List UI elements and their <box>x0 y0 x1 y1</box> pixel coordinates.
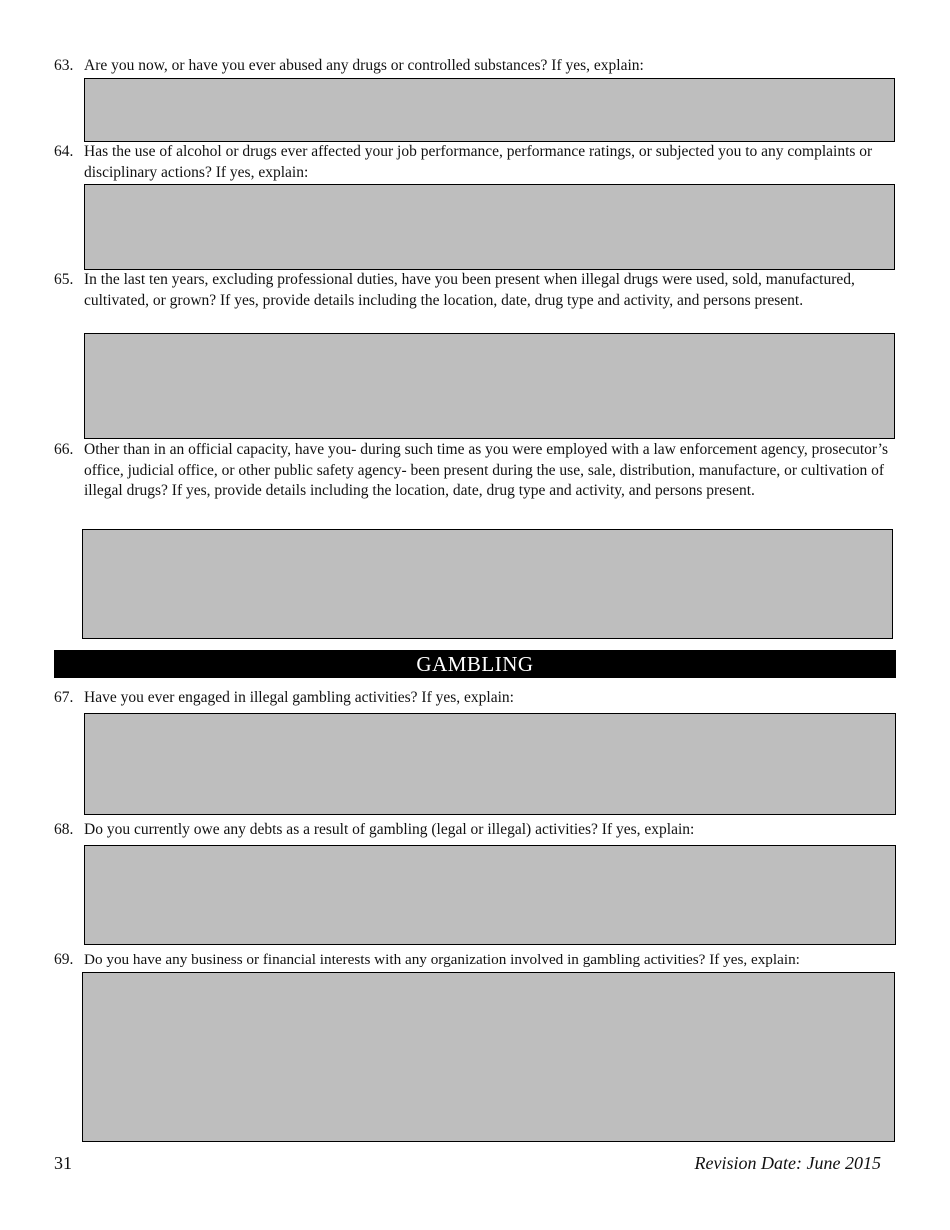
question-text: Has the use of alcohol or drugs ever affected your job performance, performance ratings, or subjected you to any complaints or disciplinary actions? If yes, explain: <box>84 143 873 181</box>
question-number: 69. <box>54 951 74 968</box>
answer-field-67[interactable] <box>84 713 896 815</box>
section-header-gambling: GAMBLING <box>54 650 896 678</box>
answer-field-69[interactable] <box>82 972 895 1142</box>
answer-field-63[interactable] <box>84 78 895 142</box>
question-text: Have you ever engaged in illegal gambling activities? If yes, explain: <box>84 689 514 706</box>
answer-field-68[interactable] <box>84 845 896 945</box>
question-text: Other than in an official capacity, have you- during such time as you were employed with a law enforcement agency, prosecutor’s office, judicial office, or other public safety agency- been present during the use, sale, distribution, manufacture, or cultivation of illegal drugs? If yes, provide details including the location, date, drug type and activity, and persons present. <box>84 441 888 499</box>
question-number: 64. <box>54 143 74 160</box>
question-number: 65. <box>54 271 74 288</box>
question-text: Do you have any business or financial interests with any organization involved in gambling activities? If yes, explain: <box>84 951 800 968</box>
question-number: 66. <box>54 441 74 458</box>
answer-field-65[interactable] <box>84 333 895 439</box>
question-number: 63. <box>54 57 74 74</box>
question-number: 68. <box>54 821 74 838</box>
revision-date: Revision Date: June 2015 <box>694 1153 881 1173</box>
question-text: In the last ten years, excluding professional duties, have you been present when illegal drugs were used, sold, manufactured, cultivated, or grown? If yes, provide details including the location, date, drug type and activity, and persons present. <box>84 271 855 309</box>
question-number: 67. <box>54 689 74 706</box>
page-number: 31 <box>54 1153 72 1173</box>
answer-field-64[interactable] <box>84 184 895 270</box>
question-text: Do you currently owe any debts as a result of gambling (legal or illegal) activities? If yes, explain: <box>84 821 695 838</box>
answer-field-66[interactable] <box>82 529 893 639</box>
question-text: Are you now, or have you ever abused any drugs or controlled substances? If yes, explain: <box>84 57 644 74</box>
